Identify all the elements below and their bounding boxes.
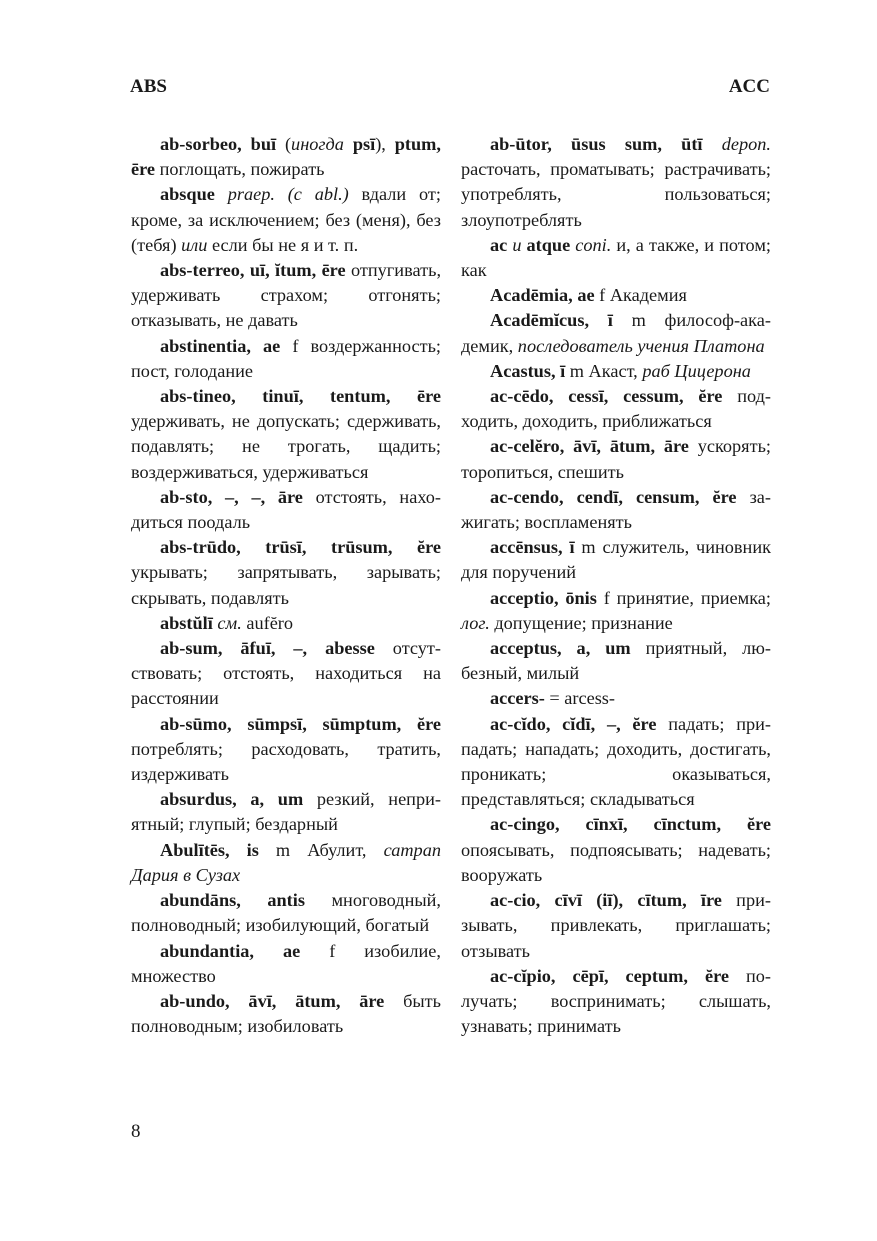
headword-text: ab-sum, āfuī, –, abesse: [160, 638, 375, 659]
definition-text: f воздержанность; пост, голодание: [131, 335, 441, 381]
dictionary-entry: [461, 308, 771, 358]
headword-text: ac-celĕro, āvī, ātum, āre: [490, 436, 689, 457]
dictionary-entry: [131, 939, 441, 989]
definition-text: ),: [375, 134, 395, 154]
headword-text: abstinentia, ae: [160, 335, 281, 356]
headword-text: abs-trūdo, trūsī, trūsum, ĕre: [160, 537, 441, 558]
definition-text: aufĕro: [241, 612, 294, 633]
dictionary-entry: [461, 686, 771, 711]
definition-text: зажигать; воспламенять: [461, 486, 772, 533]
italic-note: depon.: [721, 134, 771, 154]
definition-text: и, а также, и потом; как: [461, 234, 771, 281]
dictionary-entry: [461, 712, 771, 813]
definition-text: потреблять; расходовать, тратить, издерживать: [131, 738, 441, 785]
definition-text: резкий, неприятный; глупый; бездарный: [131, 789, 441, 835]
right-column: [461, 132, 771, 1039]
headword-text: Acastus, ī: [490, 360, 566, 381]
headword-text: ab-sūmo, sūmpsī, sūmptum, ĕre: [160, 713, 441, 734]
definition-text: (: [276, 134, 292, 154]
headword-text: psī: [352, 134, 376, 154]
headword-text: absurdus, a, um: [160, 789, 304, 810]
definition-text: m служитель, чиновник для поручений: [461, 537, 771, 583]
left-column: [131, 132, 441, 1039]
definition-text: опоясывать, подпоясывать; надевать; вооружать: [461, 839, 771, 885]
headword-text: ac-cĭdo, cĭdī, –, ĕre: [490, 713, 657, 734]
headword-text: abundantia, ae: [160, 940, 301, 961]
headword-text: ac-cĭpio, cēpī, ceptum, ĕre: [490, 965, 729, 986]
running-head-right: ACC: [728, 76, 770, 97]
definition-text: m Акаст,: [565, 360, 643, 381]
definition-text: вдали от; кроме, за исключением; без (меня), без (тебя): [131, 184, 441, 255]
dictionary-entry: [131, 989, 441, 1039]
italic-note: последователь учения Платона: [517, 335, 765, 356]
dictionary-entry: [131, 611, 441, 636]
italic-note: coni.: [575, 234, 612, 255]
headword-text: Abulītēs, is: [160, 839, 259, 860]
headword-text: ac-cingo, cīnxī, cīnctum, ĕre: [490, 814, 771, 835]
dictionary-entry: [131, 485, 441, 535]
headword-text: Acadēmia, ae: [490, 285, 595, 306]
dictionary-entry: [461, 283, 771, 308]
italic-note: или: [181, 234, 208, 255]
dictionary-entry: [131, 182, 441, 258]
definition-text: получать; воспринимать; слышать, узнавать; принимать: [461, 965, 771, 1037]
headword-text: ab-ūtor, ūsus sum, ūtī: [490, 134, 703, 154]
dictionary-entry: [131, 384, 441, 485]
headword-text: abstŭlī: [160, 612, 213, 633]
italic-note: praep. (c abl.): [227, 184, 349, 205]
running-head-left: ABS: [130, 76, 167, 97]
definition-text: падать; припадать; нападать; доходить, достигать, проникать; оказываться, представляться; складываться: [461, 713, 772, 810]
dictionary-entry: [461, 812, 771, 888]
italic-note: см.: [217, 612, 242, 633]
definition-text: = arcess-: [544, 688, 616, 709]
definition-text: [215, 184, 228, 204]
headword-text: ab-sorbeo, buī: [160, 134, 277, 154]
definition-text: m Абулит,: [258, 839, 384, 860]
definition-text: допущение; признание: [489, 612, 673, 633]
dictionary-entry: [131, 132, 441, 182]
dictionary-entry: [131, 888, 441, 938]
headword-text: acceptus, a, um: [490, 638, 631, 659]
headword-text: ab-sto, –, –, āre: [160, 486, 303, 507]
definition-text: f изобилие, множество: [131, 940, 441, 986]
dictionary-entry: [131, 258, 441, 334]
headword-text: abs-tineo, tinuī, tentum, ēre: [160, 386, 441, 407]
italic-note: сатрап Дария в Сузах: [131, 839, 441, 885]
definition-text: расточать, проматывать; растрачивать; употреблять, пользоваться; злоупотреблять: [461, 159, 771, 230]
headword-text: ptum, ēre: [131, 134, 441, 180]
italic-note: лог.: [461, 612, 490, 633]
definition-text: f Академия: [594, 285, 687, 306]
dictionary-entry: [131, 838, 441, 888]
headword-text: ac-cio, cīvī (iī), cītum, īre: [490, 890, 722, 911]
headword-text: ab-undo, āvī, ātum, āre: [160, 990, 385, 1011]
definition-text: если бы не я и т. п.: [207, 234, 359, 255]
headword-text: accēnsus, ī: [490, 537, 575, 558]
definition-text: приятный, любезный, милый: [461, 638, 772, 684]
dictionary-entry: [461, 384, 771, 434]
headword-text: abs-terreo, uī, ĭtum, ēre: [160, 260, 346, 281]
dictionary-entry: [461, 359, 771, 384]
headword-text: ac: [490, 234, 508, 255]
dictionary-entry: [131, 712, 441, 788]
definition-text: [703, 134, 722, 154]
definition-text: отсутствовать; отстоять, находиться на расстоянии: [131, 638, 441, 709]
dictionary-entry: [131, 636, 441, 712]
italic-note: иногда: [291, 134, 344, 154]
dictionary-entry: [461, 535, 771, 585]
headword-text: atque: [526, 234, 571, 255]
dictionary-entry: [461, 434, 771, 484]
dictionary-entry: [461, 485, 771, 535]
definition-text: удерживать, не допускать; сдерживать, подавлять; не трогать, щадить; воздерживаться, удерживаться: [131, 411, 441, 482]
headword-text: abundāns, antis: [160, 890, 305, 911]
definition-text: призывать, привлекать, приглашать; отзывать: [461, 890, 771, 961]
dictionary-entry: [461, 586, 771, 636]
dictionary-entry: [461, 132, 771, 233]
dictionary-entry: [461, 233, 771, 283]
headword-text: Acadēmĭcus, ī: [490, 310, 613, 331]
definition-text: отпугивать, удерживать страхом; отгонять; отказывать, не давать: [131, 260, 442, 331]
headword-text: ac-cēdo, cessī, cessum, ĕre: [490, 386, 723, 407]
definition-text: поглощать, пожирать: [155, 159, 325, 180]
definition-text: отстоять, находиться поодаль: [131, 486, 441, 533]
headword-text: acceptio, ōnis: [490, 587, 597, 608]
definition-text: многоводный, полноводный; изобилующий, богатый: [131, 890, 441, 936]
headword-text: accers-: [490, 688, 545, 709]
dictionary-entry: [131, 535, 441, 611]
definition-text: подходить, доходить, приближаться: [461, 386, 771, 432]
page-number: 8: [131, 1121, 141, 1142]
headword-text: absque: [160, 184, 215, 205]
dictionary-entry: [131, 334, 441, 384]
definition-text: [344, 134, 353, 154]
italic-note: и: [512, 234, 522, 255]
definition-text: быть полноводным; изобиловать: [131, 990, 442, 1037]
dictionary-entry: [131, 787, 441, 837]
dictionary-entry: [461, 636, 771, 686]
headword-text: ac-cendo, cendī, censum, ĕre: [490, 486, 737, 507]
dictionary-entry: [461, 888, 771, 964]
italic-note: раб Цицерона: [642, 360, 751, 381]
definition-text: m философ-академик,: [461, 310, 771, 356]
definition-text: f принятие, приемка;: [596, 587, 772, 608]
definition-text: ускорять; торопиться, спешить: [461, 436, 771, 482]
definition-text: укрывать; запрятывать, зарывать; скрывать, подавлять: [131, 562, 441, 608]
dictionary-entry: [461, 964, 771, 1040]
